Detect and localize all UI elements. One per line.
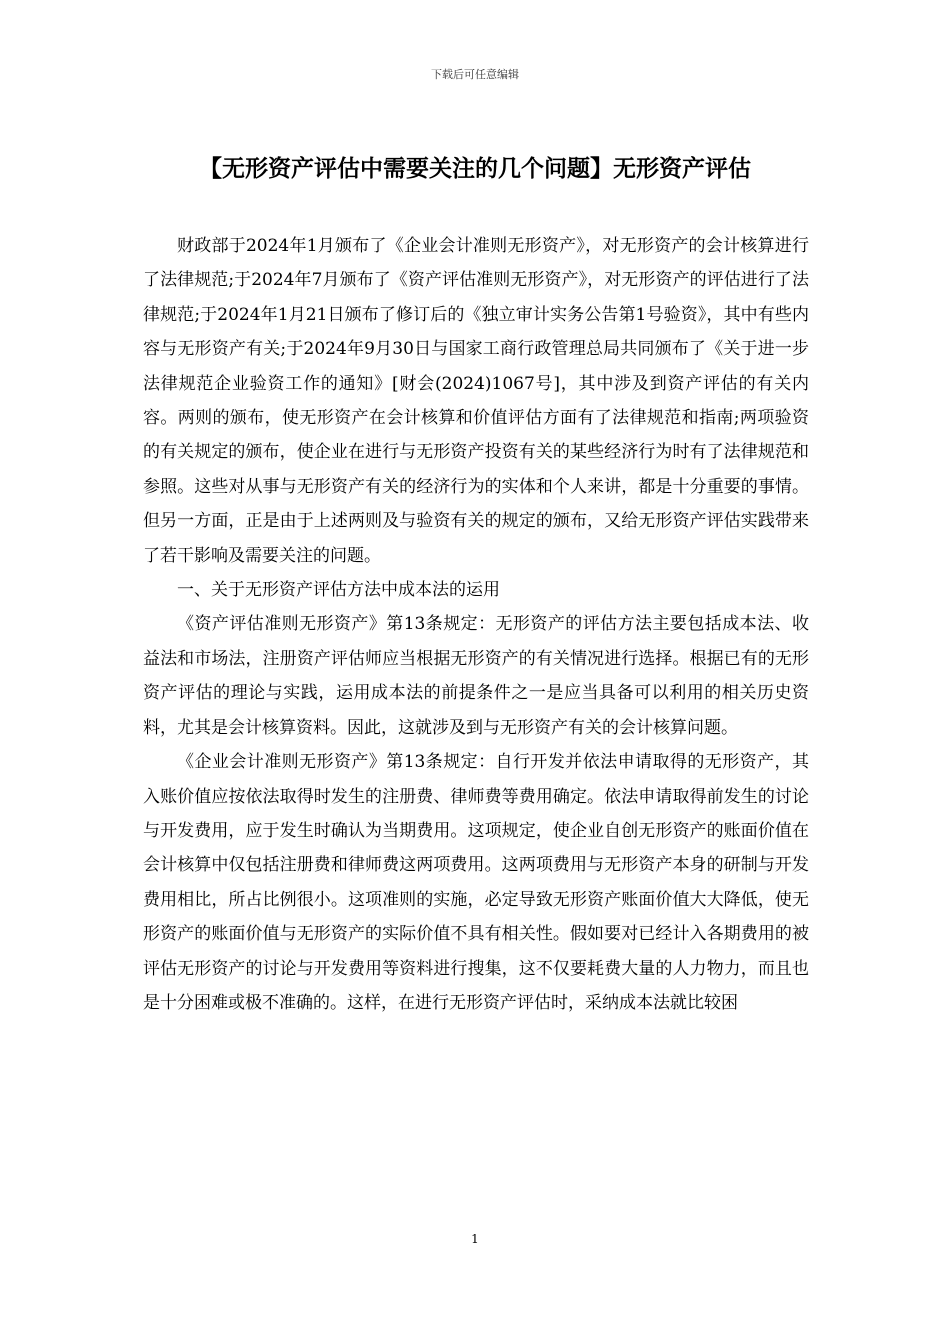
- document-body: [143, 229, 809, 1020]
- paragraph-valuation-standard: 《资产评估准则无形资产》第13条规定：无形资产的评估方法主要包括成本法、收益法和市场法，注册资产评估师应当根据无形资产的有关情况进行选择。根据已有的无形资产评估的理论与实践，运用成本法的前提条件之一是应当具备可以利用的相关历史资料，尤其是会计核算资料。因此，这就涉及到与无形资产有关的会计核算问题。: [143, 614, 809, 738]
- header-note: 下载后可任意编辑: [431, 68, 519, 81]
- page-number: 1: [471, 1232, 479, 1246]
- paragraph-accounting-standard: 《企业会计准则无形资产》第13条规定：自行开发并依法申请取得的无形资产，其入账价值应按依法取得时发生的注册费、律师费等费用确定。依法申请取得前发生的讨论与开发费用，应于发生时确认为当期费用。这项规定，使企业自创无形资产的账面价值在会计核算中仅包括注册费和律师费这两项费用。这两项费用与无形资产本身的研制与开发费用相比，所占比例很小。这项准则的实施，必定导致无形资产账面价值大大降低，使无形资产的账面价值与无形资产的实际价值不具有相关性。假如要对已经计入各期费用的被评估无形资产的讨论与开发费用等资料进行搜集，这不仅要耗费大量的人力物力，而且也是十分困难或极不准确的。这样，在进行无形资产评估时，采纳成本法就比较困: [143, 752, 809, 1013]
- section-heading-1: 一、关于无形资产评估方法中成本法的运用: [177, 580, 500, 601]
- document-title: 【无形资产评估中需要关注的几个问题】无形资产评估: [199, 156, 751, 182]
- paragraph-intro: 财政部于2024年1月颁布了《企业会计准则无形资产》，对无形资产的会计核算进行了法律规范;于2024年7月颁布了《资产评估准则无形资产》，对无形资产的评估进行了法律规范;于2024年1月21日颁布了修订后的《独立审计实务公告第1号验资》，其中有些内容与无形资产有关;于2024年9月30日与国家工商行政管理总局共同颁布了《关于进一步法律规范企业验资工作的通知》[财会(2024)1067号]，其中涉及到资产评估的有关内容。两则的颁布，使无形资产在会计核算和价值评估方面有了法律规范和指南;两项验资的有关规定的颁布，使企业在进行与无形资产投资有关的某些经济行为时有了法律规范和参照。这些对从事与无形资产有关的经济行为的实体和个人来讲，都是十分重要的事情。但另一方面，正是由于上述两则及与验资有关的规定的颁布，又给无形资产评估实践带来了若干影响及需要关注的问题。: [143, 236, 809, 566]
